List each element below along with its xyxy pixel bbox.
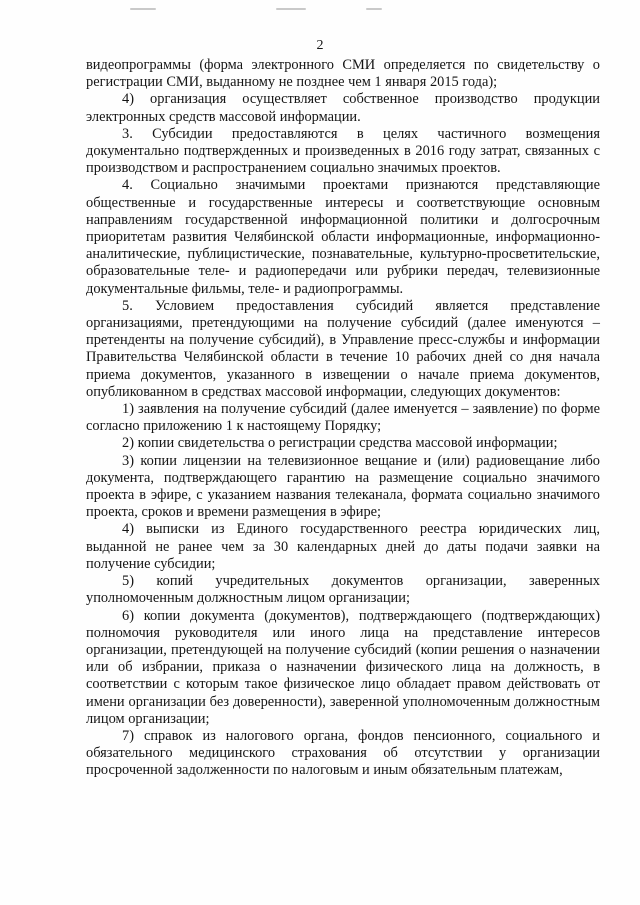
paragraph: 4. Социально значимыми проектами признаются представляющие общественные и государственные интересы и соответствующие основным направлениям государственной информационной политики и долгосрочным приоритетам развития Челябинской области информационные, информационно-аналитические, публицистические, познавательные, культурно-просветительские, образовательные теле- и радиопередачи или рубрики передач, телевизионные документальные фильмы, теле- и радиопрограммы.: [86, 177, 600, 297]
list-item: 2) копии свидетельства о регистрации средства массовой информации;: [122, 435, 558, 452]
paragraph: 3. Субсидии предоставляются в целях частичного возмещения документально подтвержденных и произведенных в 2016 году затрат, связанных с производством и распространением социально значимых проектов.: [86, 125, 600, 177]
scan-mark: [366, 8, 382, 10]
list-item: 1) заявления на получение субсидий (далее именуется – заявление) по форме согласно приложению 1 к настоящему Порядку;: [86, 401, 600, 435]
list-item: 3) копии лицензии на телевизионное вещание и (или) радиовещание либо документа, подтверждающего гарантию на размещение социально значимого проекта в эфире, с указанием названия телеканала, формата социально значимого проекта, сроков и времени размещения в эфире;: [86, 452, 600, 521]
list-item: 5) копий учредительных документов организации, заверенных уполномоченным должностным лицом организации;: [86, 573, 600, 607]
scan-mark: [276, 8, 306, 10]
document-body: [86, 57, 600, 780]
list-item: 7) справок из налогового органа, фондов пенсионного, социального и обязательного медицинского страхования об отсутствии у организации просроченной задолженности по налоговым и иным обязательным платежам,: [86, 727, 600, 779]
paragraph: видеопрограммы (форма электронного СМИ определяется по свидетельству о регистрации СМИ, выданному не позднее чем 1 января 2015 года);: [86, 57, 600, 91]
list-item: 6) копии документа (документов), подтверждающего (подтверждающих) полномочия руководителя или иного лица на представление интересов организации, претендующей на получение субсидий (копии решения о назначении или об избрании, приказа о назначении физического лица на должность, в соответствии с которым такое физическое лицо обладает правом действовать от имени организации без доверенности), заверенной уполномоченным должностным лицом организации;: [86, 607, 600, 727]
scan-mark: [130, 8, 156, 10]
list-item: 4) выписки из Единого государственного реестра юридических лиц, выданной не ранее чем за 30 календарных дней до даты подачи заявки на получение субсидии;: [86, 521, 600, 572]
paragraph: 4) организация осуществляет собственное производство продукции электронных средств массовой информации.: [86, 91, 600, 125]
paragraph: 5. Условием предоставления субсидий является представление организациями, претендующими на получение субсидий (далее именуются – претенденты на получение субсидий), в Управление пресс-службы и информации Правительства Челябинской области в течение 10 рабочих дней со дня начала приема документов, указанного в извещении о начале приема документов, опубликованном в средствах массовой информации, следующих документов:: [86, 297, 600, 400]
page-number: 2: [316, 38, 324, 53]
